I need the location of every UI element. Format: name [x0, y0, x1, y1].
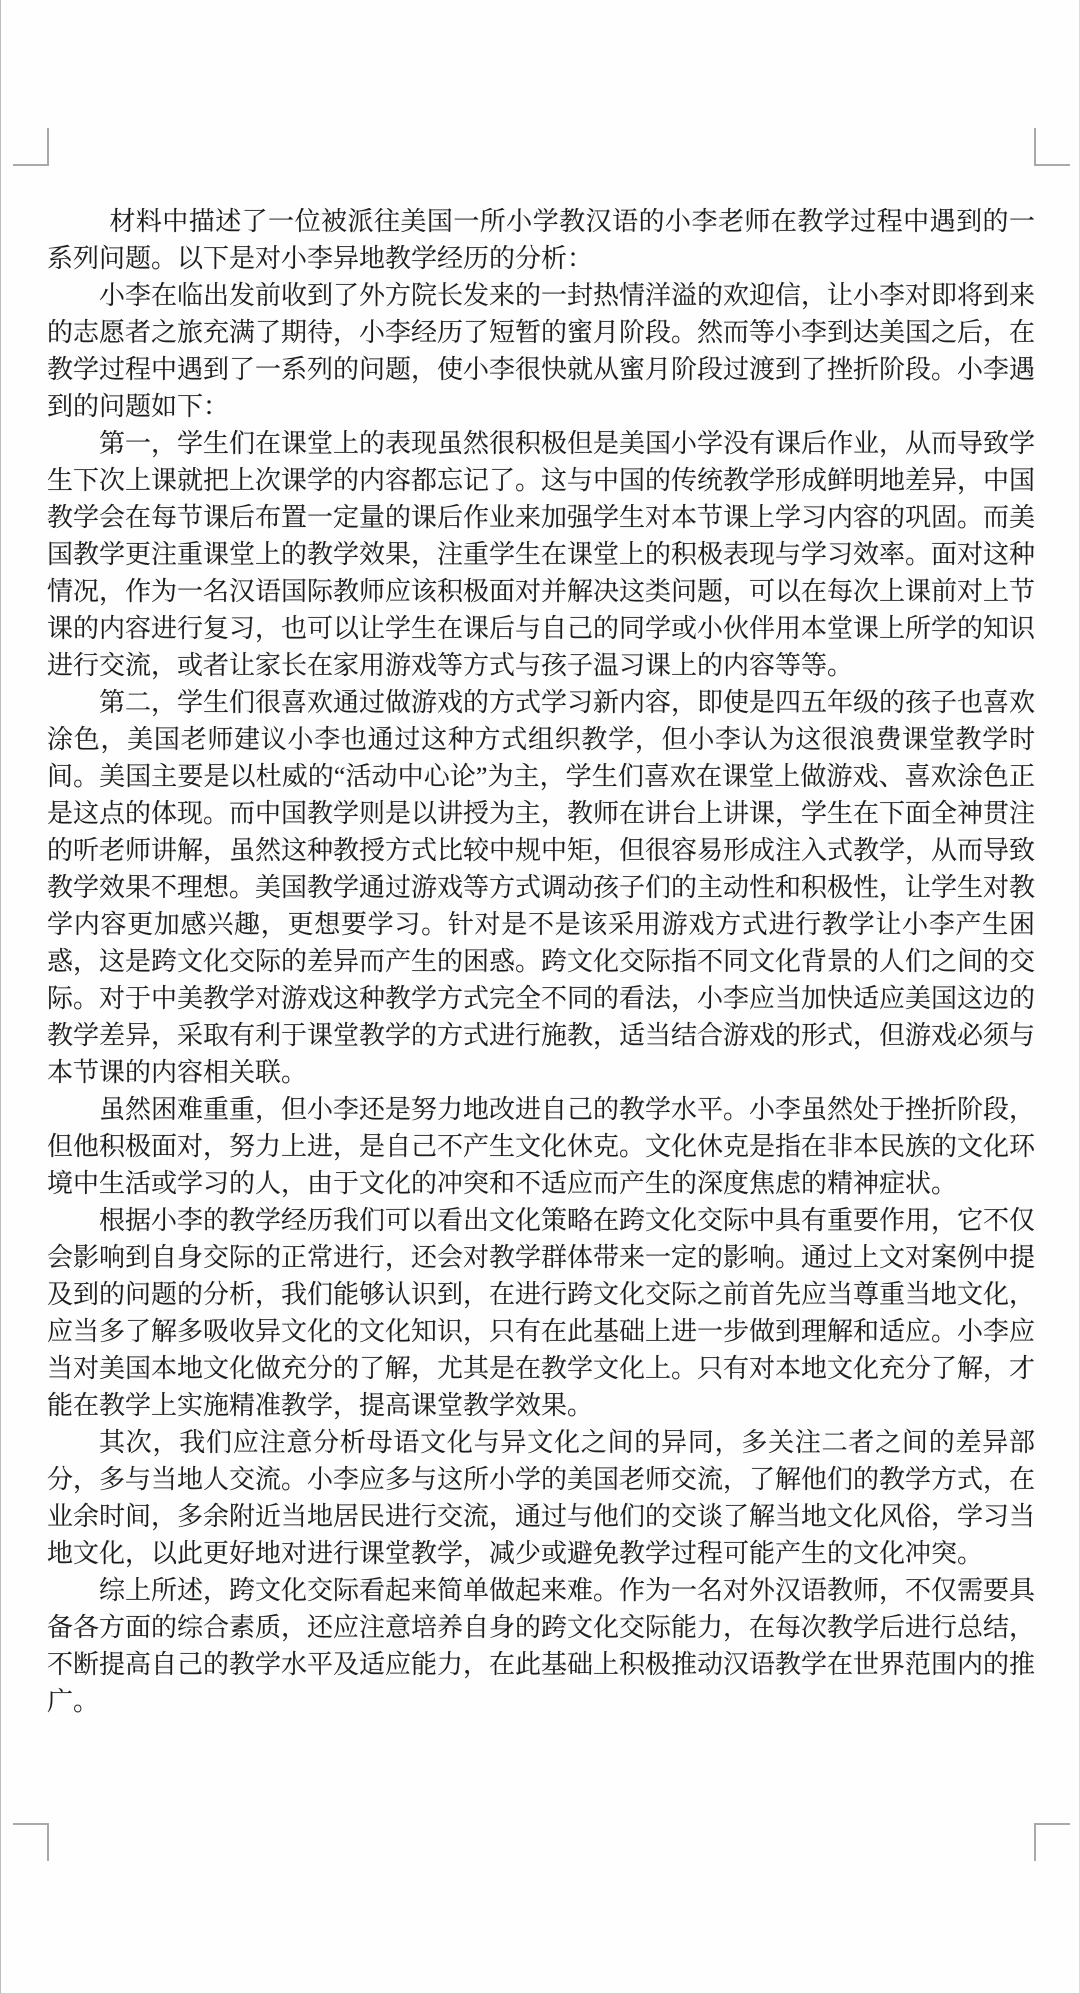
paragraph-culture-strategy: 根据小李的教学经历我们可以看出文化策略在跨文化交际中具有重要作用，它不仅会影响到自身交际的正常进行，还会对教学群体带来一定的影响。通过上文对案例中提及到的问题的分析，我们能够认识到，在进行跨文化交际之前首先应当尊重当地文化，应当多了解多吸收异文化的文化知识，只有在此基础上进一步做到理解和适应。小李应当对美国本地文化做充分的了解，尤其是在教学文化上。只有对本地文化充分了解，才能在教学上实施精准教学，提高课堂教学效果。 [47, 1206, 1036, 1420]
crop-mark-bottom-left [13, 1823, 49, 1861]
paragraph-honeymoon-stage: 小李在临出发前收到了外方院长发来的一封热情洋溢的欢迎信，让小李对即将到来的志愿者之旅充满了期待，小李经历了短暂的蜜月阶段。然而等小李到达美国之后，在教学过程中遇到了一系列的问题，使小李很快就从蜜月阶段过渡到了挫折阶段。小李遇到的问题如下： [47, 281, 1036, 421]
paragraph-compare-cultures: 其次，我们应注意分析母语文化与异文化之间的异同，多关注二者之间的差异部分，多与当地人交流。小李应多与这所小学的美国老师交流，了解他们的教学方式，在业余时间，多余附近当地居民进行交流，通过与他们的交谈了解当地文化风俗，学习当地文化，以此更好地对进行课堂教学，减少或避免教学过程可能产生的文化冲突。 [47, 1428, 1036, 1568]
crop-mark-top-left [13, 128, 49, 166]
document-body [47, 203, 1035, 1720]
crop-mark-top-right [1034, 128, 1070, 166]
crop-mark-bottom-right [1034, 1823, 1070, 1861]
paragraph-culture-shock: 虽然困难重重，但小李还是努力地改进自己的教学水平。小李虽然处于挫折阶段，但他积极面对，努力上进，是自己不产生文化休克。文化休克是指在非本民族的文化环境中生活或学习的人，由于文化的冲突和不适应而产生的深度焦虑的精神症状。 [47, 1095, 1036, 1198]
paragraph-intro: 材料中描述了一位被派往美国一所小学教汉语的小李老师在教学过程中遇到的一系列问题。以下是对小李异地教学经历的分析： [47, 207, 1035, 273]
paragraph-problem-one-homework: 第一，学生们在课堂上的表现虽然很积极但是美国小学没有课后作业，从而导致学生下次上课就把上次课学的内容都忘记了。这与中国的传统教学形成鲜明地差异，中国教学会在每节课后布置一定量的课后作业来加强学生对本节课上学习内容的巩固。而美国教学更注重课堂上的教学效果，注重学生在课堂上的积极表现与学习效率。面对这种情况，作为一名汉语国际教师应该积极面对并解决这类问题，可以在每次上课前对上节课的内容进行复习，也可以让学生在课后与自己的同学或小伙伴用本堂课上所学的知识进行交流，或者让家长在家用游戏等方式与孩子温习课上的内容等等。 [47, 429, 1036, 680]
paragraph-problem-two-games: 第二，学生们很喜欢通过做游戏的方式学习新内容，即使是四五年级的孩子也喜欢涂色，美国老师建议小李也通过这种方式组织教学，但小李认为这很浪费课堂教学时间。美国主要是以杜威的“活动中心论”为主，学生们喜欢在课堂上做游戏、喜欢涂色正是这点的体现。而中国教学则是以讲授为主，教师在讲台上讲课，学生在下面全神贯注的听老师讲解，虽然这种教授方式比较中规中矩，但很容易形成注入式教学，从而导致教学效果不理想。美国教学通过游戏等方式调动孩子们的主动性和积极性，让学生对教学内容更加感兴趣，更想要学习。针对是不是该采用游戏方式进行教学让小李产生困惑，这是跨文化交际的差异而产生的困惑。跨文化交际指不同文化背景的人们之间的交际。对于中美教学对游戏这种教学方式完全不同的看法，小李应当加快适应美国这边的教学差异，采取有利于课堂教学的方式进行施教，适当结合游戏的形式，但游戏必须与本节课的内容相关联。 [47, 688, 1036, 1087]
paragraph-conclusion: 综上所述，跨文化交际看起来简单做起来难。作为一名对外汉语教师，不仅需要具备各方面的综合素质，还应注意培养自身的跨文化交际能力，在每次教学后进行总结，不断提高自己的教学水平及适应能力，在此基础上积极推动汉语教学在世界范围内的推广。 [47, 1576, 1036, 1716]
